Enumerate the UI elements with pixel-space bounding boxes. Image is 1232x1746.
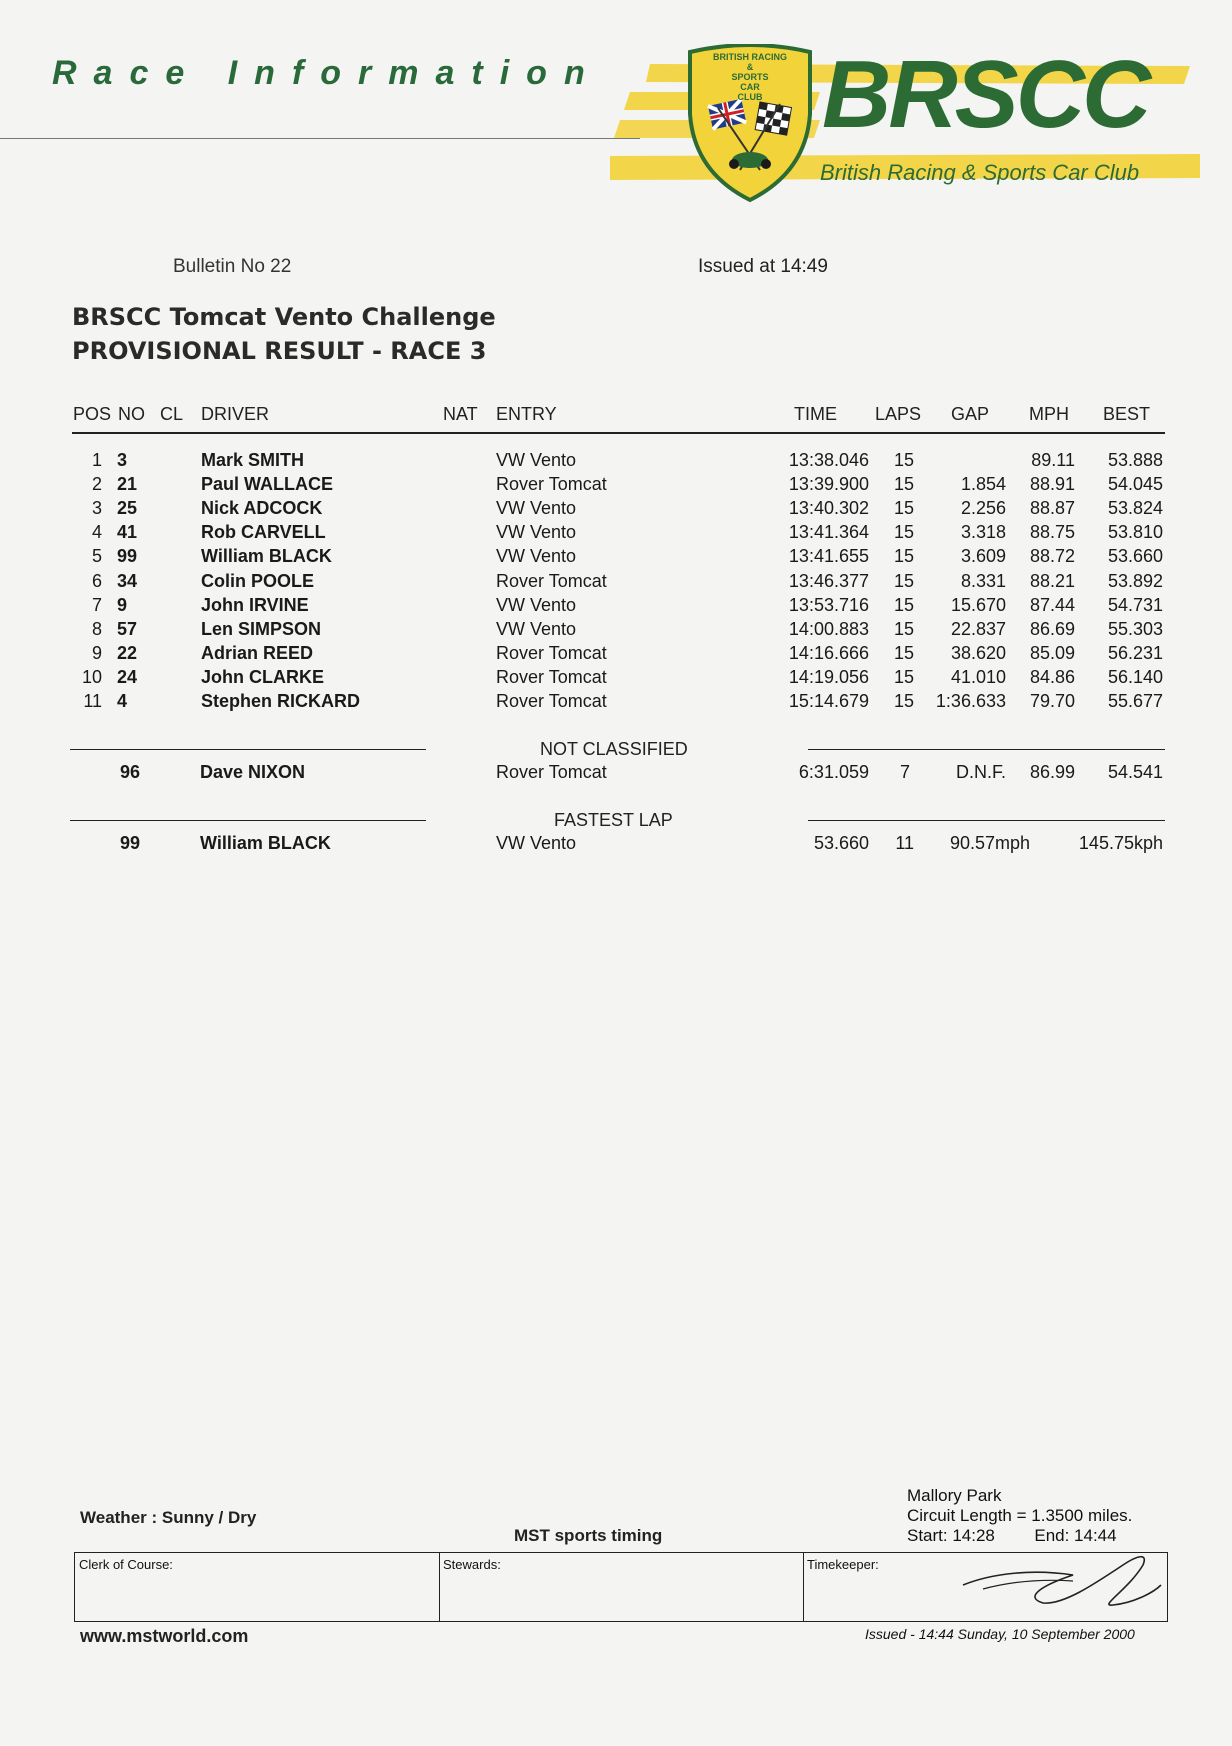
logo-badge-text <box>706 52 794 102</box>
race-time: 13:40.302 <box>788 498 869 519</box>
stewards-cell <box>439 1553 804 1621</box>
col-cl: CL <box>160 404 184 424</box>
best-lap: 54.045 <box>1107 474 1163 495</box>
result-row <box>0 643 1232 667</box>
laps: 15 <box>894 522 915 543</box>
not-classified-label: NOT CLASSIFIED <box>540 739 688 759</box>
laps: 15 <box>894 666 915 687</box>
laps: 7 <box>899 762 910 782</box>
clerk-label: Clerk of Course: <box>79 1557 173 1572</box>
header-title: Race Information <box>52 54 602 92</box>
circuit-length: Circuit Length = 1.3500 miles. <box>907 1506 1133 1525</box>
car-number: 41 <box>117 522 138 543</box>
header-divider <box>0 138 640 139</box>
laps: 15 <box>894 642 915 663</box>
laps: 15 <box>894 498 915 519</box>
col-time: TIME <box>794 404 837 424</box>
mph: 88.21 <box>1029 570 1075 591</box>
fastest-lap-label: FASTEST LAP <box>554 810 673 830</box>
col-entry: ENTRY <box>496 404 557 424</box>
circuit-name: Mallory Park <box>907 1486 1002 1505</box>
finish-position: 8 <box>91 618 102 639</box>
mph: 79.70 <box>1029 691 1075 711</box>
gap: 1.854 <box>960 474 1006 495</box>
mph: 89.11 <box>1031 450 1075 470</box>
best-lap: 56.140 <box>1107 666 1163 687</box>
driver-name: Paul WALLACE <box>201 474 334 495</box>
result-row <box>0 498 1232 522</box>
best-lap: 53.660 <box>1107 546 1163 567</box>
result-row <box>0 450 1232 474</box>
col-mph: MPH <box>1029 404 1069 424</box>
logo-subtitle: British Racing & Sports Car Club <box>820 160 1140 185</box>
driver-name: Len SIMPSON <box>201 618 322 639</box>
start-time: Start: 14:28 <box>907 1526 995 1545</box>
timing-provider: MST sports timing <box>514 1526 663 1545</box>
section-divider <box>808 749 1165 750</box>
stewards-label: Stewards: <box>443 1557 501 1572</box>
entry-car: Rover Tomcat <box>496 642 607 663</box>
race-time: 15:14.679 <box>788 691 869 711</box>
car-number: 21 <box>117 474 138 495</box>
logo-badge-line: SPORTS <box>731 72 769 82</box>
car-number: 24 <box>117 666 138 687</box>
entry-car: VW Vento <box>496 618 577 639</box>
section-divider <box>70 749 426 750</box>
car-number: 34 <box>117 570 138 591</box>
finish-position: 9 <box>91 642 102 663</box>
col-no: NO <box>118 404 145 424</box>
race-time: 13:38.046 <box>788 450 869 470</box>
gap: 2.256 <box>960 498 1006 519</box>
result-row <box>0 619 1232 643</box>
finish-position: 10 <box>81 666 102 687</box>
section-divider <box>70 820 426 821</box>
car-number: 4 <box>117 691 128 711</box>
mph: 85.09 <box>1029 642 1075 663</box>
race-time: 14:16.666 <box>788 642 869 663</box>
car-number: 22 <box>117 642 138 663</box>
entry-car: Rover Tomcat <box>496 474 607 495</box>
result-row <box>0 691 1232 715</box>
car-number: 25 <box>117 498 138 519</box>
circuit-info <box>907 1486 1132 1546</box>
result-row <box>0 522 1232 546</box>
lap-mph: 90.57mph <box>950 833 1031 853</box>
mph: 88.75 <box>1029 522 1075 543</box>
race-time: 13:39.900 <box>788 474 869 495</box>
col-nat: NAT <box>443 404 478 424</box>
result-row <box>0 571 1232 595</box>
race-title <box>72 300 496 368</box>
driver-name: John CLARKE <box>201 666 324 687</box>
driver-name: John IRVINE <box>201 594 309 615</box>
lap-time: 53.660 <box>813 833 869 853</box>
laps: 15 <box>894 546 915 567</box>
best-lap: 56.231 <box>1107 642 1163 663</box>
result-status: PROVISIONAL RESULT - RACE 3 <box>72 337 487 365</box>
issued-datetime: Issued - 14:44 Sunday, 10 September 2000 <box>865 1626 1135 1642</box>
result-row <box>0 595 1232 619</box>
col-driver: DRIVER <box>201 404 270 424</box>
best-lap: 54.731 <box>1107 594 1163 615</box>
driver-name: Colin POOLE <box>201 570 315 591</box>
driver-name: Adrian REED <box>201 642 314 663</box>
best-lap: 53.824 <box>1107 498 1163 519</box>
entry-car: VW Vento <box>496 833 577 853</box>
col-best: BEST <box>1103 404 1151 424</box>
gap: 3.318 <box>960 522 1006 543</box>
website-link: www.mstworld.com <box>80 1626 249 1646</box>
gap: D.N.F. <box>955 762 1006 782</box>
best-lap: 53.810 <box>1107 522 1163 543</box>
mph: 87.44 <box>1029 594 1075 615</box>
series-name: BRSCC Tomcat Vento Challenge <box>72 303 496 331</box>
mph: 88.87 <box>1029 498 1075 519</box>
entry-car: VW Vento <box>496 546 577 567</box>
race-time: 13:46.377 <box>788 570 869 591</box>
laps: 15 <box>894 618 915 639</box>
mph: 84.86 <box>1029 666 1075 687</box>
race-time: 13:41.364 <box>788 522 869 543</box>
gap: 22.837 <box>950 618 1006 639</box>
result-row <box>0 546 1232 570</box>
col-laps: LAPS <box>875 404 922 424</box>
finish-position: 2 <box>91 474 102 495</box>
session-times <box>907 1526 1132 1546</box>
gap: 38.620 <box>950 642 1006 663</box>
finish-position: 1 <box>91 450 102 470</box>
logo-badge-line: BRITISH RACING <box>713 52 787 62</box>
finish-position: 3 <box>91 498 102 519</box>
entry-car: Rover Tomcat <box>496 691 607 711</box>
entry-car: VW Vento <box>496 594 577 615</box>
col-gap: GAP <box>951 404 990 424</box>
section-divider <box>808 820 1165 821</box>
finish-position: 6 <box>91 570 102 591</box>
driver-name: William BLACK <box>201 546 332 567</box>
driver-name: Stephen RICKARD <box>201 691 361 711</box>
issued-time: Issued at 14:49 <box>698 256 828 277</box>
logo-badge-line: CLUB <box>737 92 763 102</box>
logo-wordmark: BRSCC <box>822 41 1149 148</box>
best-lap: 55.677 <box>1107 691 1163 711</box>
bulletin-number: Bulletin No 22 <box>173 256 292 277</box>
timekeeper-cell <box>803 1553 1167 1621</box>
entry-car: VW Vento <box>496 498 577 519</box>
car-number: 99 <box>119 833 140 853</box>
signature-box <box>74 1552 1168 1622</box>
laps: 15 <box>894 594 915 615</box>
result-row <box>0 474 1232 498</box>
laps: 15 <box>894 450 915 470</box>
mph: 88.91 <box>1029 474 1075 495</box>
result-row <box>0 667 1232 691</box>
car-number: 99 <box>117 546 138 567</box>
car-number: 96 <box>119 762 140 782</box>
best-lap: 53.888 <box>1107 450 1163 470</box>
driver-name: Nick ADCOCK <box>201 498 323 519</box>
driver-name: Mark SMITH <box>201 450 305 470</box>
not-classified-row <box>0 762 1232 786</box>
best-lap: 54.541 <box>1107 762 1163 782</box>
logo-badge-line: & <box>746 62 754 72</box>
best-lap: 55.303 <box>1107 618 1163 639</box>
gap: 8.331 <box>960 570 1006 591</box>
car-number: 57 <box>117 618 138 639</box>
lap-number: 11 <box>895 833 914 853</box>
finish-position: 11 <box>83 691 102 711</box>
gap: 3.609 <box>960 546 1006 567</box>
driver-name: William BLACK <box>200 833 331 853</box>
lap-kph: 145.75kph <box>1078 833 1163 853</box>
race-time: 14:00.883 <box>788 618 869 639</box>
col-pos: POS <box>73 404 112 424</box>
finish-position: 5 <box>91 546 102 567</box>
mph: 86.69 <box>1029 618 1075 639</box>
laps: 15 <box>894 570 915 591</box>
timekeeper-label: Timekeeper: <box>807 1557 879 1572</box>
driver-name: Rob CARVELL <box>201 522 326 543</box>
race-time: 13:53.716 <box>788 594 869 615</box>
car-number: 9 <box>117 594 128 615</box>
entry-car: Rover Tomcat <box>496 570 607 591</box>
laps: 15 <box>894 474 915 495</box>
header-underline <box>72 432 1165 434</box>
laps: 15 <box>894 691 915 711</box>
best-lap: 53.892 <box>1107 570 1163 591</box>
finish-position: 4 <box>91 522 102 543</box>
clerk-cell <box>75 1553 440 1621</box>
gap: 41.010 <box>950 666 1006 687</box>
finish-position: 7 <box>91 594 102 615</box>
gap: 1:36.633 <box>935 691 1006 711</box>
entry-car: VW Vento <box>496 450 577 470</box>
car-number: 3 <box>117 450 128 470</box>
driver-name: Dave NIXON <box>200 762 306 782</box>
fastest-lap-row <box>0 833 1232 857</box>
timekeeper-signature <box>923 1545 1163 1615</box>
race-time: 14:19.056 <box>788 666 869 687</box>
entry-car: VW Vento <box>496 522 577 543</box>
entry-car: Rover Tomcat <box>496 762 607 782</box>
race-time: 6:31.059 <box>798 762 869 782</box>
weather: Weather : Sunny / Dry <box>80 1508 257 1527</box>
mph: 88.72 <box>1029 546 1075 567</box>
gap: 15.670 <box>950 594 1006 615</box>
race-time: 13:41.655 <box>788 546 869 567</box>
mph: 86.99 <box>1029 762 1075 782</box>
end-time: End: 14:44 <box>1034 1526 1117 1545</box>
brscc-logo <box>610 41 1200 204</box>
logo-badge-line: CAR <box>740 82 760 92</box>
entry-car: Rover Tomcat <box>496 666 607 687</box>
